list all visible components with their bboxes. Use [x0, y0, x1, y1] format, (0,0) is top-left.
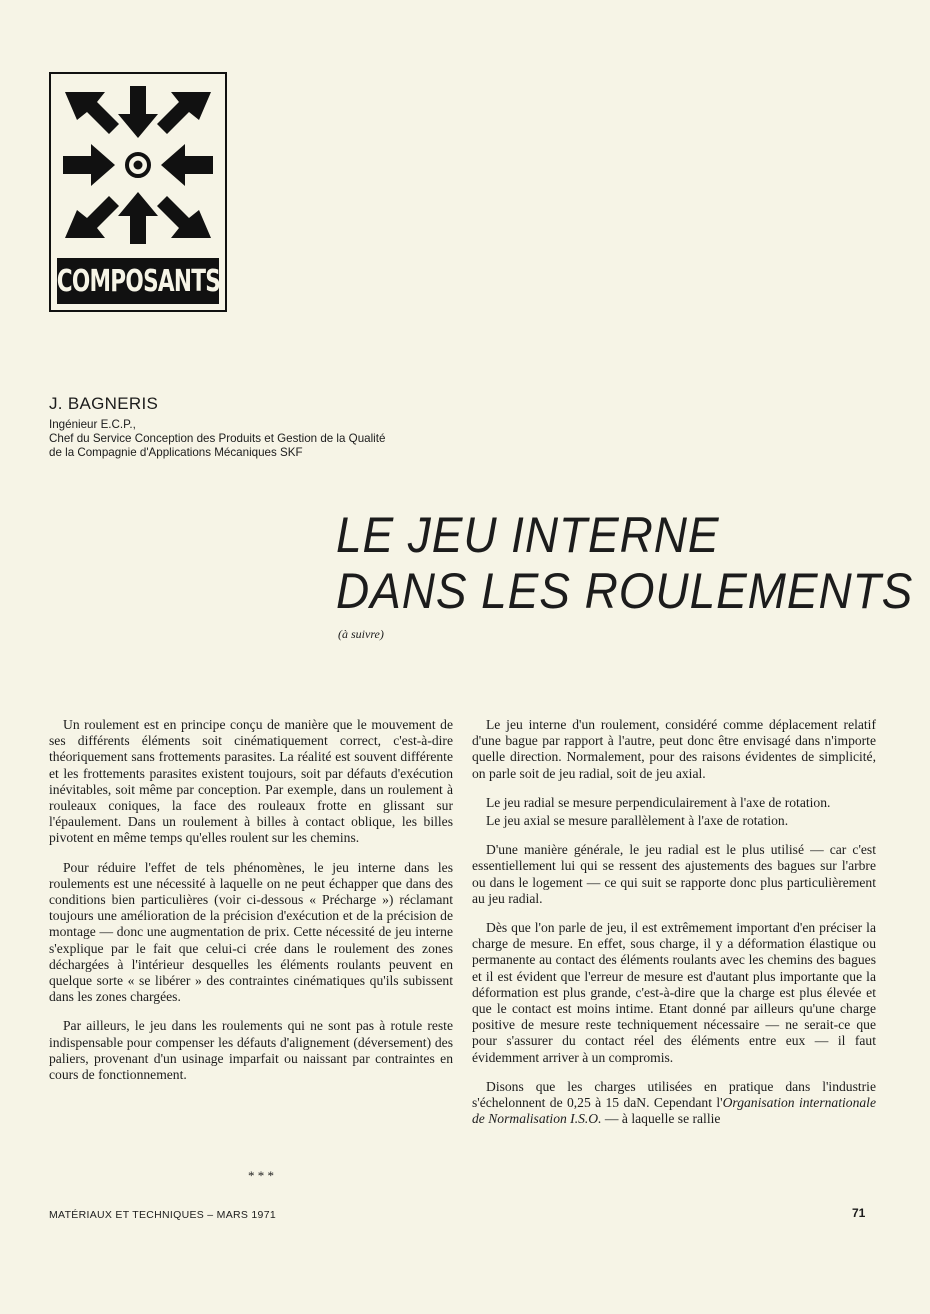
section-logo [49, 72, 227, 312]
journal-footer: MATÉRIAUX ET TECHNIQUES – MARS 1971 [49, 1209, 276, 1221]
italic-span: Organisation internationale de Normalisation I.S.O. [472, 1095, 876, 1127]
author-title: Ingénieur E.C.P., [49, 418, 136, 431]
paragraph: Le jeu radial se mesure perpendiculairement à l'axe de rotation. [486, 794, 831, 810]
section-label [57, 258, 219, 304]
paragraph: Le jeu axial se mesure parallèlement à l'axe de rotation. [486, 813, 789, 829]
paragraph-last [472, 1079, 876, 1128]
paragraph: Dès que l'on parle de jeu, il est extrêmement important d'en préciser la charge de mesure. En effet, sous charge, il y a déformation élastique ou permanente au contact des éléments roulants avec les chemins des bagues et il est évident que l'erreur de mesure est d'autant plus importante que la déformation est plus grande, c'est-à-dire que la charge est plus élevée et que le contact est moins intime. Etant donné par ailleurs qu'une charge positive de mesure reste techniquement nécessaire — ne serait-ce que pour s'assurer du contact réel des éléments entre eux — il faut évidemment arriver à un compromis. [472, 920, 876, 1065]
title-line-1: LE JEU INTERNE [336, 507, 720, 563]
left-column [49, 717, 453, 1096]
converging-arrows-icon [57, 80, 219, 250]
title-line-2: DANS LES ROULEMENTS [336, 563, 914, 619]
article-title [336, 507, 913, 619]
text-span: — à laquelle se rallie [601, 1111, 721, 1127]
text-span: Disons que les charges utilisées en pratique dans l'industrie s'échelonnent de 0,25 à 15 daN. Cependant l' [472, 1078, 876, 1111]
right-column [472, 717, 876, 1140]
page-number: 71 [852, 1206, 866, 1220]
author-block [49, 394, 385, 460]
paragraph: Le jeu interne d'un roulement, considéré comme déplacement relatif d'une bague par rapport à l'autre, peut donc être envisagé dans n'importe quelle direction. Normalement, pour des raisons évidentes de simplicité, on parle soit de jeu radial, soit de jeu axial. [472, 717, 876, 781]
author-company: de la Compagnie d'Applications Mécaniques SKF [49, 446, 303, 459]
author-name: J. BAGNERIS [49, 394, 159, 413]
article-subtitle: (à suivre) [338, 627, 384, 641]
section-label-text: COMPOSANTS [56, 263, 220, 299]
paragraph: D'une manière générale, le jeu radial est le plus utilisé — car c'est essentiellement lui qui se ressent des ajustements des bagues sur l'arbre ou dans le logement — ce qui suit se rapporte donc plus particulièrement au jeu radial. [472, 842, 876, 906]
section-separator: * * * [248, 1168, 274, 1183]
paragraph: Pour réduire l'effet de tels phénomènes, le jeu interne dans les roulements est une nécessité à laquelle on ne peut échapper que dans des conditions bien particulières (voir ci-dessous « Précharge ») réclamant toujours une amélioration de la précision d'exécution et de la précision de montage — donc une augmentation de prix. Cette nécessité de jeu interne s'explique par le fait que celui-ci crée dans le roulement des zones déchargées à l'intérieur desquelles les éléments roulants peuvent en quelque sorte « se libérer » des contraintes cinématiques qu'ils subissent dans les zones chargées. [49, 859, 453, 1005]
paragraph: Un roulement est en principe conçu de manière que le mouvement de ses différents éléments soit cinématiquement correct, c'est-à-dire théoriquement sans frottements parasites. La réalité est souvent différente et les frottements parasites existent toujours, soit par défauts d'exécution inévitables, soit même par conception. Par exemple, dans un roulement à rouleaux coniques, la face des rouleaux frotte en glissant sur l'épaulement. Dans un roulement à billes à contact oblique, les billes pivotent en même temps qu'elles roulent sur les chemins. [49, 717, 453, 846]
author-position: Chef du Service Conception des Produits et Gestion de la Qualité [49, 432, 386, 445]
paragraph: Par ailleurs, le jeu dans les roulements qui ne sont pas à rotule reste indispensable pour compenser les défauts d'alignement (déversement) des paliers, provenant d'un usinage imparfait ou naissant par contraintes en cours de fonctionnement. [49, 1018, 453, 1083]
